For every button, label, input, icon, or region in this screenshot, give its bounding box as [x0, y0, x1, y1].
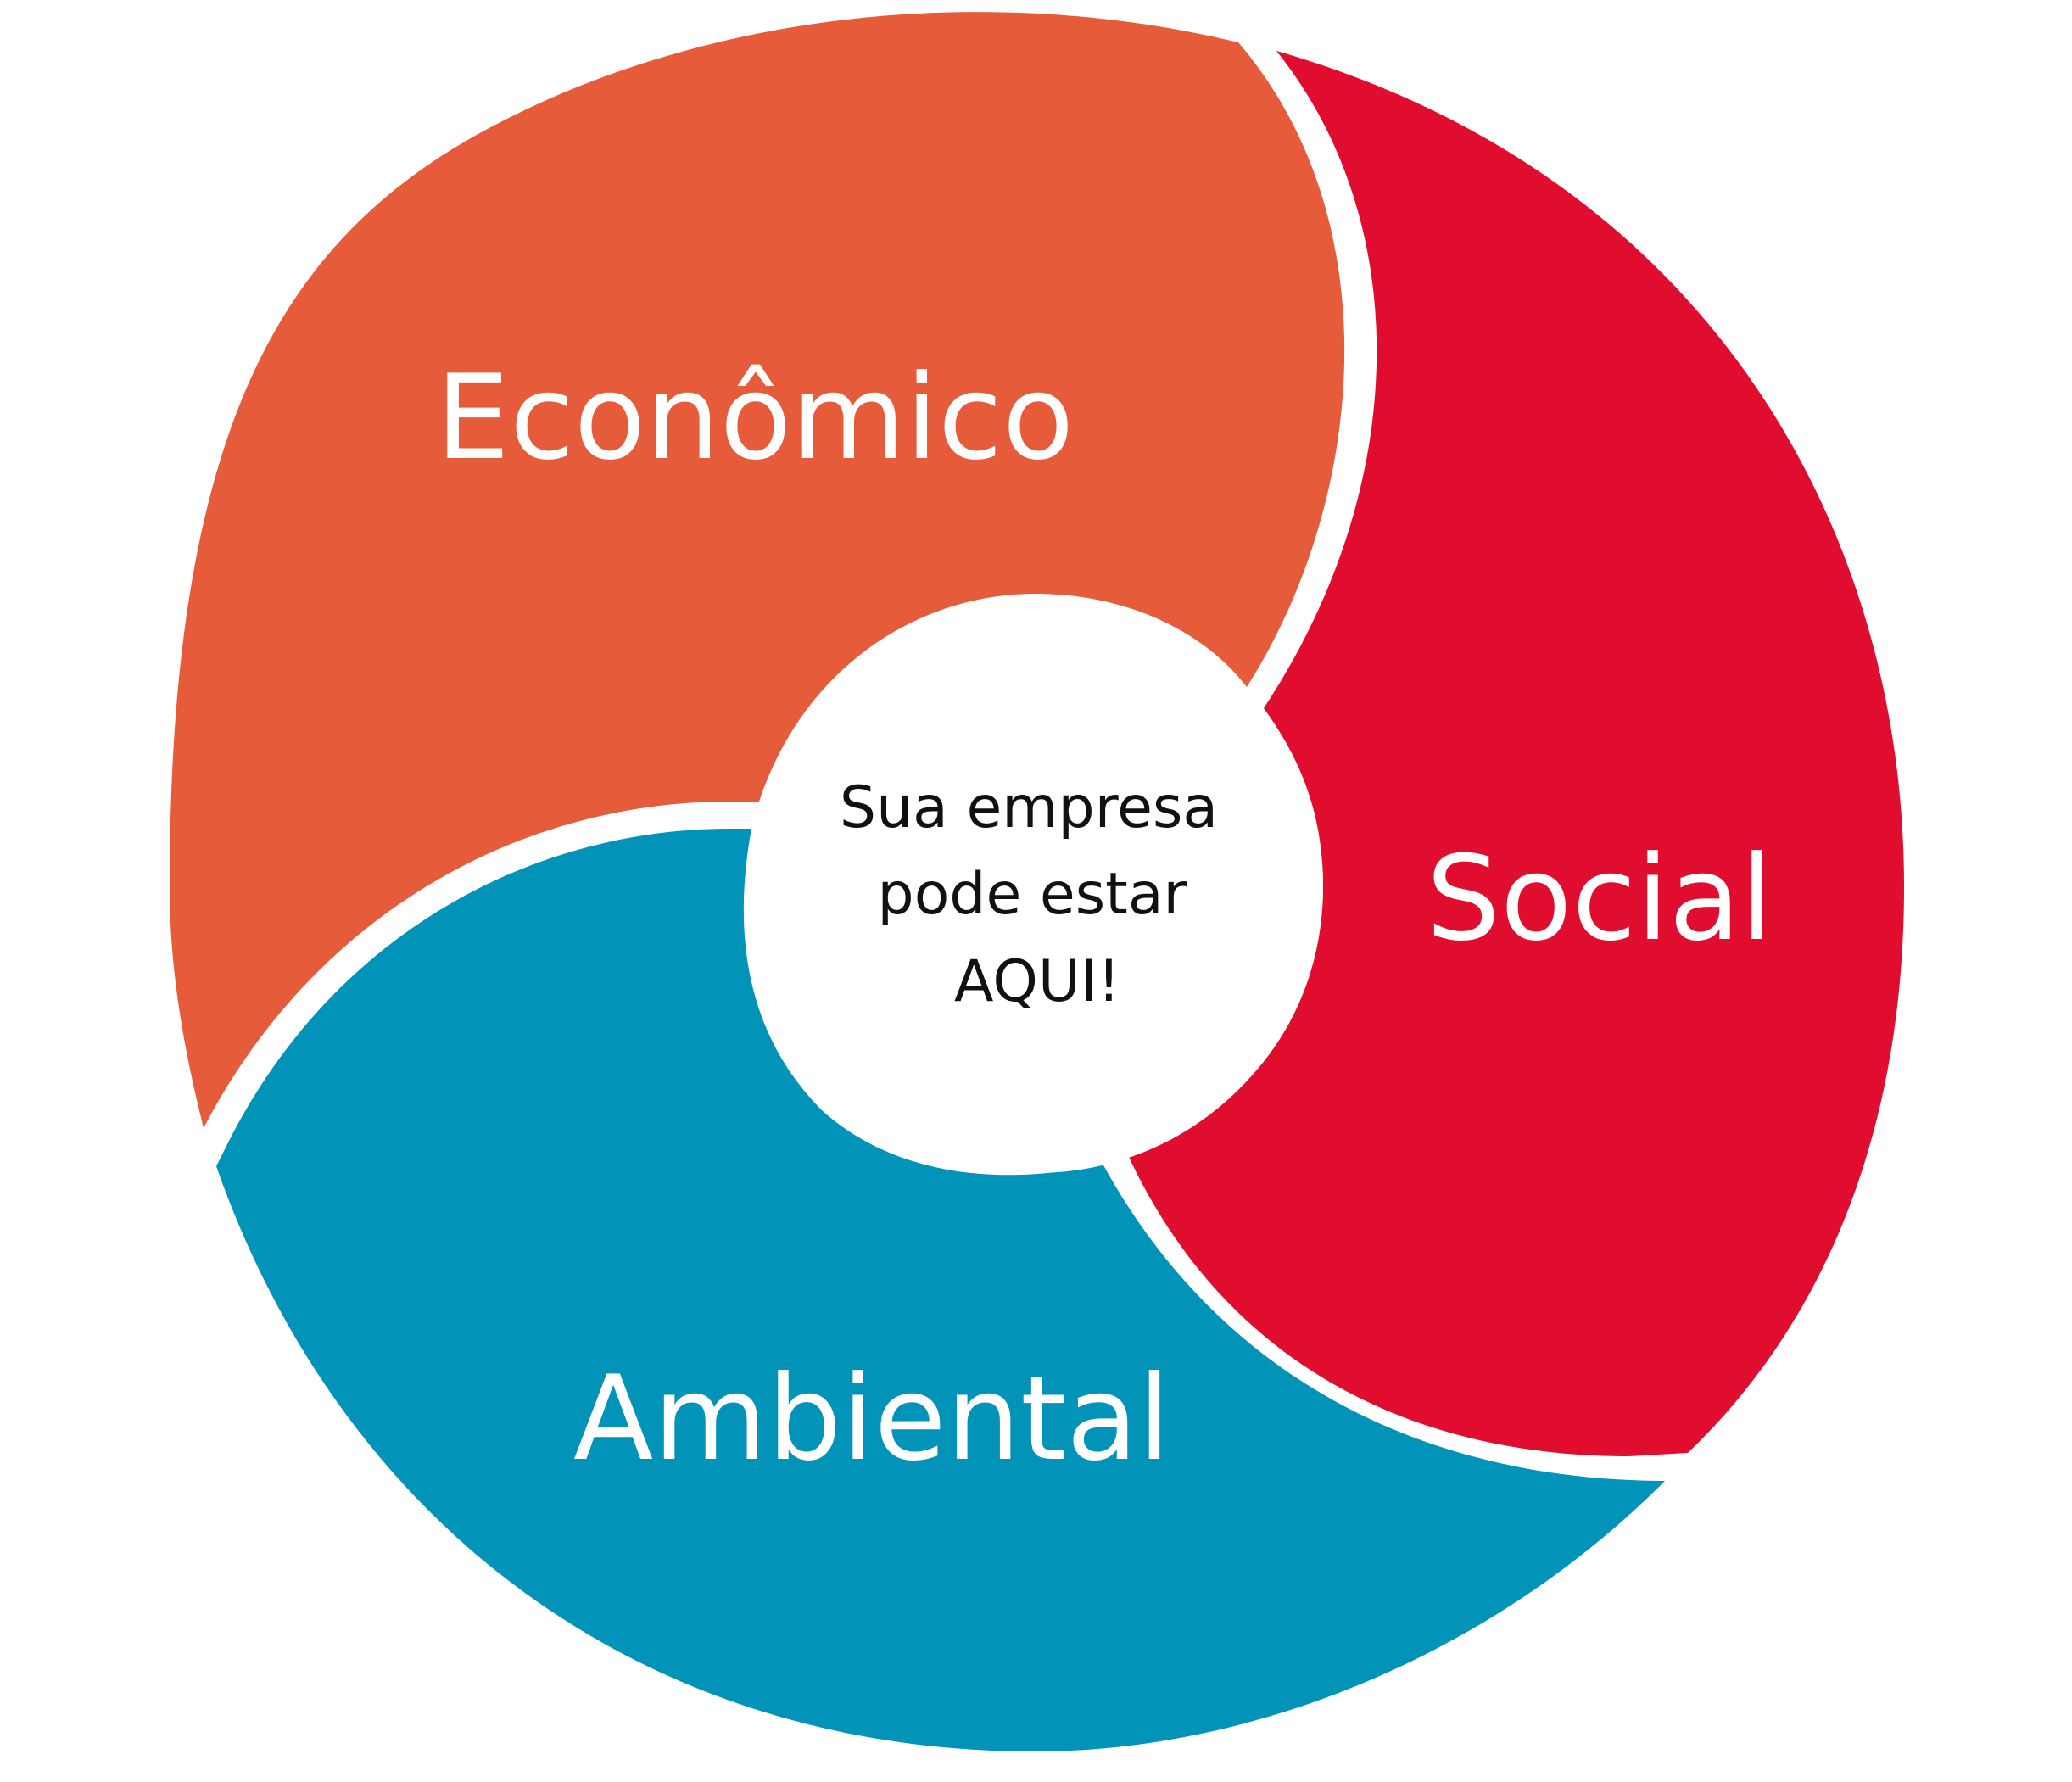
label-ambiental: Ambiental	[572, 1350, 1171, 1487]
label-social: Social	[1426, 830, 1773, 967]
center-text-line-2: pode estar	[877, 861, 1187, 928]
center-text-line-1: Sua empresa	[839, 774, 1219, 841]
label-economico: Econômico	[435, 349, 1075, 486]
center-text-line-3: AQUI!	[954, 948, 1120, 1015]
